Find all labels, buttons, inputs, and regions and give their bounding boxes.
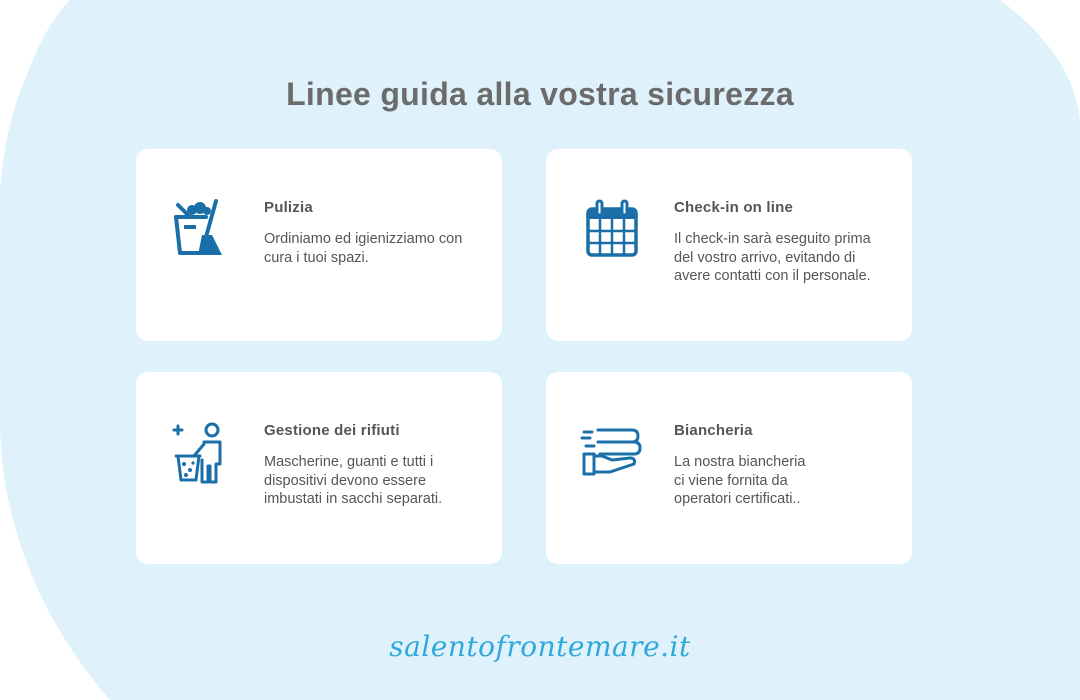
website-link[interactable]: salentofrontemare.it: [389, 630, 691, 663]
card-title: Pulizia: [264, 199, 313, 216]
card-description: Ordiniamo ed igienizziamo con cura i tuoi spazi.: [264, 231, 463, 266]
card-description: Il check-in sarà eseguito prima del vostro arrivo, evitando di avere contatti con il personale.: [674, 231, 871, 284]
calendar-icon: [580, 197, 642, 263]
page-title: Linee guida alla vostra sicurezza: [286, 76, 794, 112]
cleaning-icon: [170, 197, 232, 263]
card-title: Biancheria: [674, 422, 753, 439]
guideline-card-cleaning: [136, 149, 502, 341]
waste-disposal-icon: [170, 420, 232, 486]
guideline-card-checkin: [546, 149, 912, 341]
card-description: Mascherine, guanti e tutti i dispositivi devono essere imbustati in sacchi separati.: [264, 454, 443, 507]
linen-icon: [580, 420, 642, 486]
guideline-card-waste: [136, 372, 502, 564]
card-title: Gestione dei rifiuti: [264, 422, 400, 439]
guideline-card-linen: [546, 372, 912, 564]
card-title: Check-in on line: [674, 199, 794, 216]
card-description: La nostra biancheria ci viene fornita da operatori certificati..: [674, 454, 806, 507]
